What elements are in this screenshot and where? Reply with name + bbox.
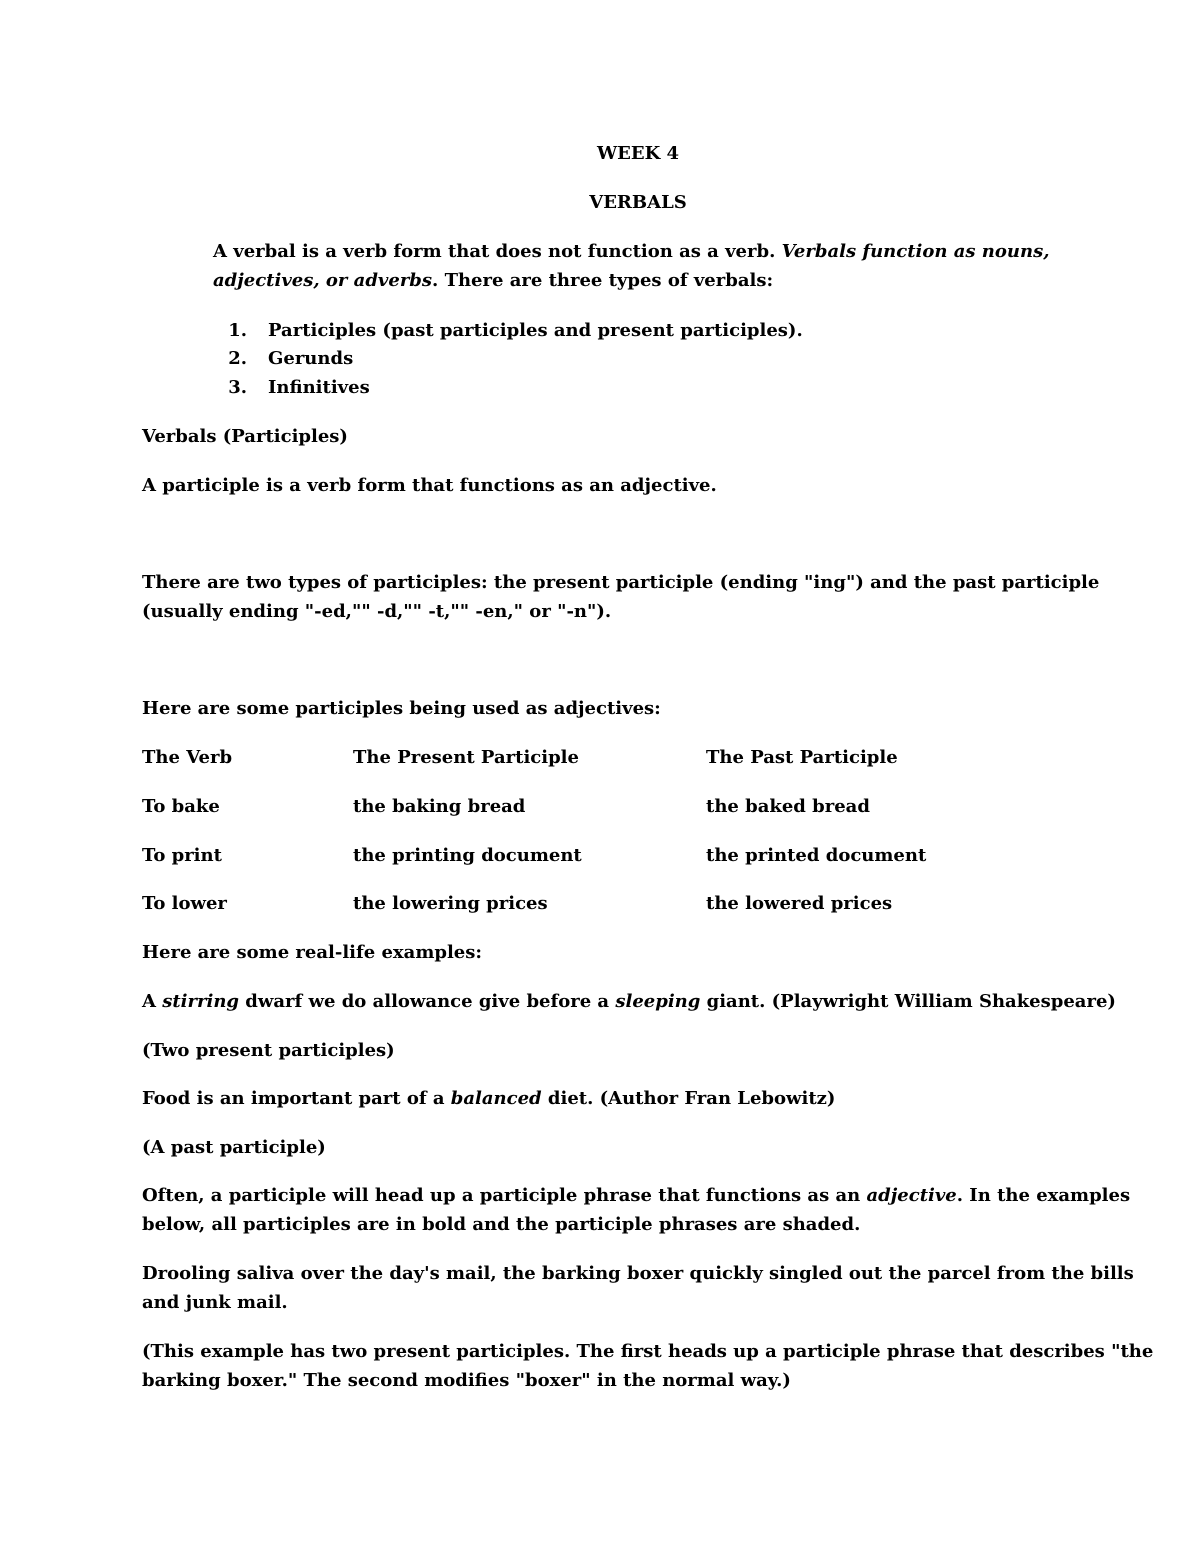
types-line-2: (usually ending "-ed,"" -d,"" -t,"" -en," or "-n"). (142, 601, 612, 622)
phrase-line-2: below, all participles are in bold and the participle phrases are shaded. (142, 1214, 861, 1235)
intro-emphasis-2: adjectives, or adverbs (213, 270, 433, 291)
example-text: diet. (Author Fran Lebowitz) (541, 1088, 836, 1109)
examples-intro: Here are some real-life examples: (142, 942, 483, 963)
table-cell: To lower (142, 893, 227, 914)
table-cell: the lowering prices (353, 893, 548, 914)
types-line-1: There are two types of participles: the present participle (ending "ing") and the past participle (142, 572, 1100, 593)
table-cell: the baked bread (706, 796, 870, 817)
intro-text-2: . There are three types of verbals: (432, 270, 774, 291)
phrase-text: . In the examples (956, 1185, 1131, 1206)
example-participle: balanced (450, 1088, 542, 1109)
table-cell: To print (142, 845, 222, 866)
table-cell: the printing document (353, 845, 582, 866)
drooling-example-line-2: and junk mail. (142, 1292, 288, 1313)
example-text: giant. (Playwright William Shakespeare) (700, 991, 1116, 1012)
list-text: Gerunds (268, 348, 354, 369)
list-text: Infinitives (268, 377, 370, 398)
example-participle: sleeping (615, 991, 701, 1012)
example-text: Food is an important part of a (142, 1088, 451, 1109)
phrase-emphasis: adjective (866, 1185, 957, 1206)
table-header-present: The Present Participle (353, 747, 579, 768)
example-note-1: (Two present participles) (142, 1040, 395, 1061)
list-number: 3. (228, 377, 247, 398)
table-cell: To bake (142, 796, 220, 817)
intro-line-1 (213, 241, 1049, 262)
table-intro: Here are some participles being used as adjectives: (142, 698, 661, 719)
table-cell: the baking bread (353, 796, 526, 817)
example-note-2: (A past participle) (142, 1137, 326, 1158)
example-quote-2 (142, 1088, 835, 1109)
list-number: 2. (228, 348, 247, 369)
intro-emphasis: Verbals function as nouns, (781, 241, 1050, 262)
table-header-past: The Past Participle (706, 747, 898, 768)
example-text: dwarf we do allowance give before a (239, 991, 616, 1012)
drooling-example-line-1: Drooling saliva over the day's mail, the barking boxer quickly singled out the parcel from the bills (142, 1263, 1134, 1284)
example-quote-1 (142, 991, 1116, 1012)
phrase-line-1 (142, 1185, 1130, 1206)
list-item (217, 348, 353, 369)
table-cell: the lowered prices (706, 893, 893, 914)
list-text: Participles (past participles and present participles). (268, 320, 803, 341)
list-item (217, 377, 370, 398)
intro-text: A verbal is a verb form that does not function as a verb. (213, 241, 782, 262)
example-participle: stirring (162, 991, 239, 1012)
table-cell: the printed document (706, 845, 927, 866)
definition-text: A participle is a verb form that functions as an adjective. (142, 475, 717, 496)
example-text: A (142, 991, 163, 1012)
explanation-line-2: barking boxer." The second modifies "boxer" in the normal way.) (142, 1370, 791, 1391)
list-number: 1. (228, 320, 247, 341)
page-title: VERBALS (589, 192, 687, 213)
list-item (217, 320, 803, 341)
intro-line-2 (213, 270, 773, 291)
table-header-verb: The Verb (142, 747, 233, 768)
section-heading: Verbals (Participles) (142, 426, 348, 447)
explanation-line-1: (This example has two present participles. The first heads up a participle phrase that describes "the (142, 1341, 1154, 1362)
week-heading: WEEK 4 (596, 143, 680, 164)
phrase-text: Often, a participle will head up a participle phrase that functions as an (142, 1185, 867, 1206)
